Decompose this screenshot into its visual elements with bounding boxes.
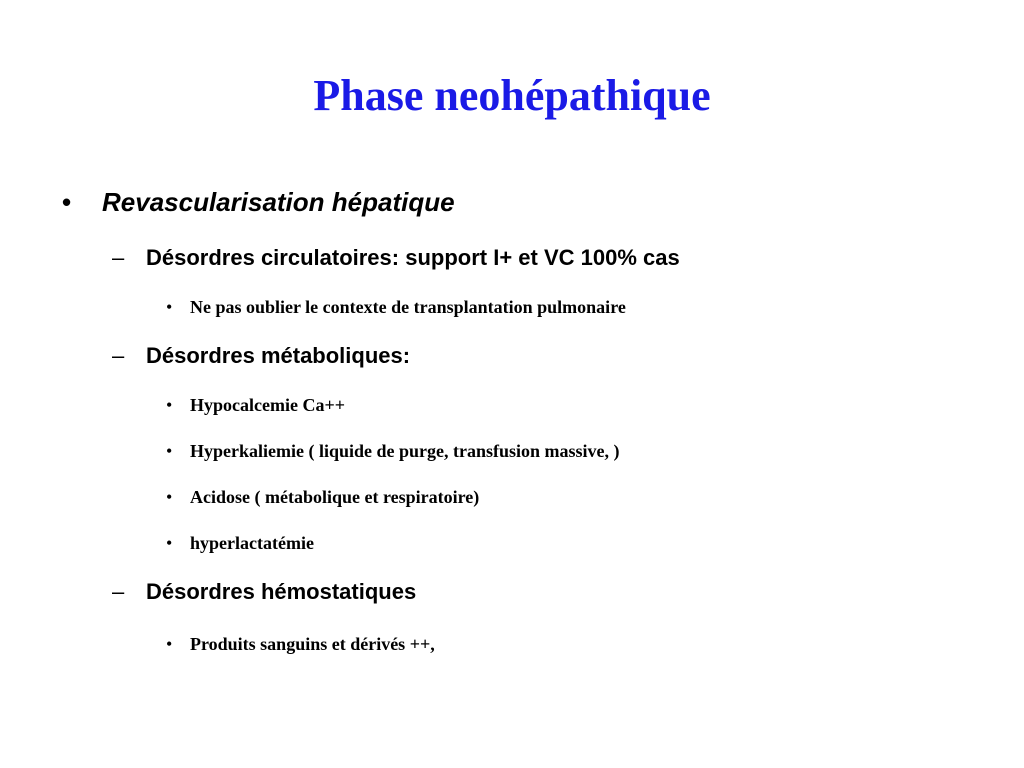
sub-bullet-marker: • (166, 634, 173, 654)
sub-bullet-marker: • (166, 441, 173, 461)
metabolic-heading: Désordres métaboliques: (146, 343, 411, 368)
bullet-marker: • (62, 187, 72, 217)
metabolic-item: Hypocalcemie Ca++ (190, 395, 345, 415)
dash-marker: – (112, 343, 125, 368)
dash-marker: – (112, 579, 125, 604)
circulatory-heading: Désordres circulatoires: support I+ et VC 100% cas (146, 245, 680, 270)
metabolic-item: hyperlactatémie (190, 533, 314, 553)
sub-bullet-marker: • (166, 395, 173, 415)
hemostatic-item: Produits sanguins et dérivés ++, (190, 634, 435, 654)
metabolic-item: Acidose ( métabolique et respiratoire) (190, 487, 480, 507)
sub-bullet-marker: • (166, 297, 173, 317)
circulatory-item: Ne pas oublier le contexte de transplantation pulmonaire (190, 297, 626, 317)
slide-title: Phase neohépathique (313, 71, 711, 120)
sub-bullet-marker: • (166, 533, 173, 553)
sub-bullet-marker: • (166, 487, 173, 507)
metabolic-item: Hyperkaliemie ( liquide de purge, transfusion massive, ) (190, 441, 620, 461)
hemostatic-heading: Désordres hémostatiques (146, 579, 417, 604)
main-bullet-text: Revascularisation hépatique (102, 187, 455, 217)
dash-marker: – (112, 245, 125, 270)
